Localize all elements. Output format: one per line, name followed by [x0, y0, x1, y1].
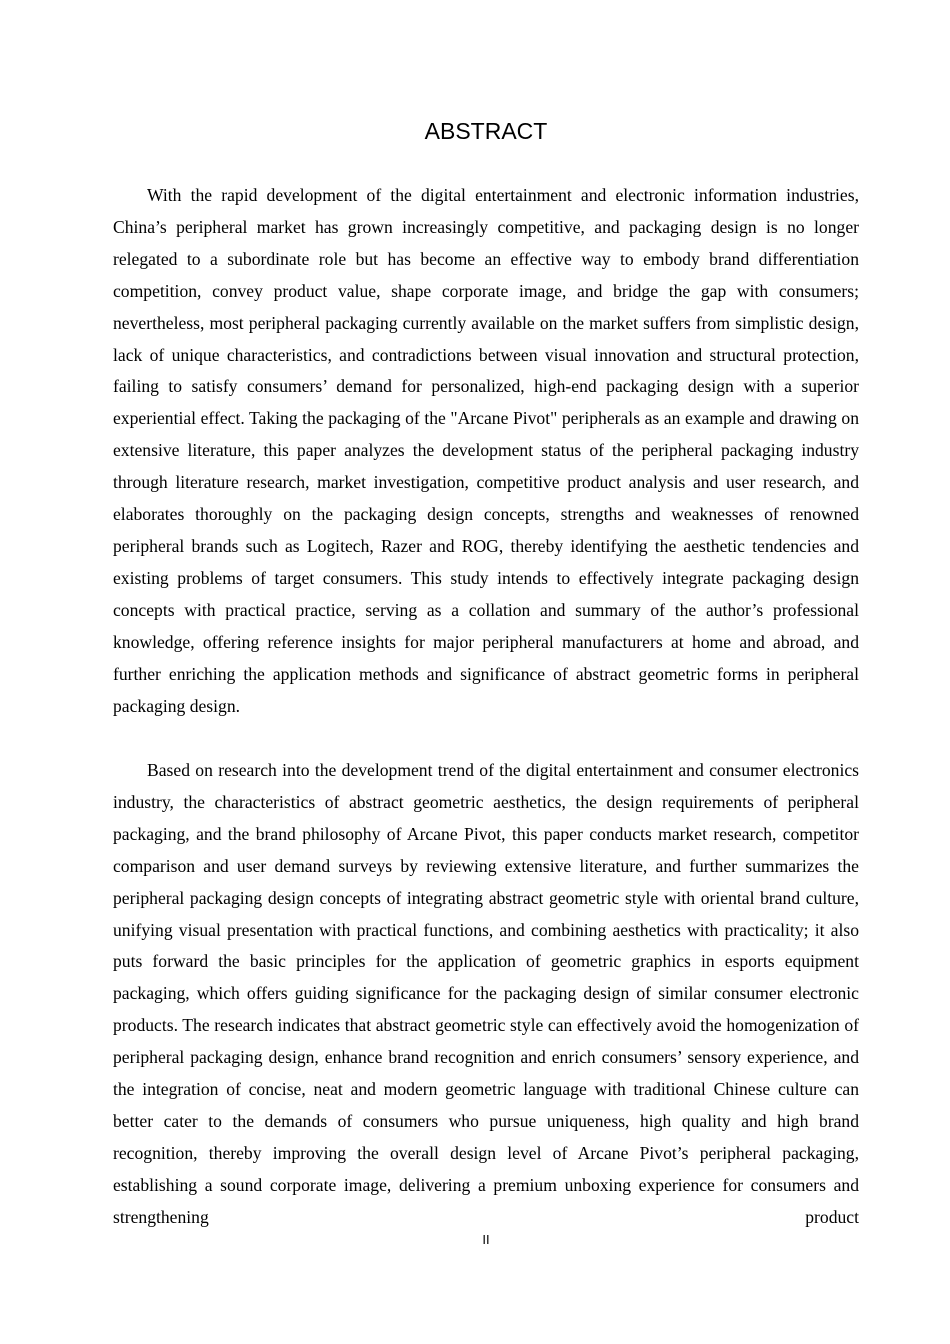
page-number: II: [482, 1232, 490, 1247]
page-title: ABSTRACT: [424, 118, 548, 144]
abstract-paragraph-1: With the rapid development of the digital entertainment and electronic information industries, China’s peripheral market has grown increasingly competitive, and packaging design is no longer relegated to a subordinate role but has become an effective way to embody brand differentiation competition, convey product value, shape corporate image, and bridge the gap with consumers; nevertheless, most peripheral packaging currently available on the market suffers from simplistic design, lack of unique characteristics, and contradictions between visual innovation and structural protection, failing to satisfy consumers’ demand for personalized, high-end packaging design with a superior experiential effect. Taking the packaging of the "Arcane Pivot" peripherals as an example and drawing on extensive literature, this paper analyzes the development status of the peripheral packaging industry through literature research, market investigation, competitive product analysis and user research, and elaborates thoroughly on the packaging design concepts, strengths and weaknesses of renowned peripheral brands such as Logitech, Razer and ROG, thereby identifying the aesthetic tendencies and existing problems of target consumers. This study intends to effectively integrate packaging design concepts with practical practice, serving as a collation and summary of the author’s professional knowledge, offering reference insights for major peripheral manufacturers at home and abroad, and further enriching the application methods and significance of abstract geometric forms in peripheral packaging design.: [113, 185, 859, 716]
abstract-paragraph-2: Based on research into the development trend of the digital entertainment and consumer electronics industry, the characteristics of abstract geometric aesthetics, the design requirements of peripheral packaging, and the brand philosophy of Arcane Pivot, this paper conducts market research, competitor comparison and user demand surveys by reviewing extensive literature, and further summarizes the peripheral packaging design concepts of integrating abstract geometric style with oriental brand culture, unifying visual presentation with practical functions, and combining aesthetics with practicality; it also puts forward the basic principles for the application of geometric graphics in esports equipment packaging, which offers guiding significance for the packaging design of similar consumer electronic products. The research indicates that abstract geometric style can effectively avoid the homogenization of peripheral packaging design, enhance brand recognition and enrich consumers’ sensory experience, and the integration of concise, neat and modern geometric language with traditional Chinese culture can better cater to the demands of consumers who pursue uniqueness, high quality and high brand recognition, thereby improving the overall design level of Arcane Pivot’s peripheral packaging, establishing a sound corporate image, delivering a premium unboxing experience for consumers and strengthening product: [113, 760, 859, 1227]
